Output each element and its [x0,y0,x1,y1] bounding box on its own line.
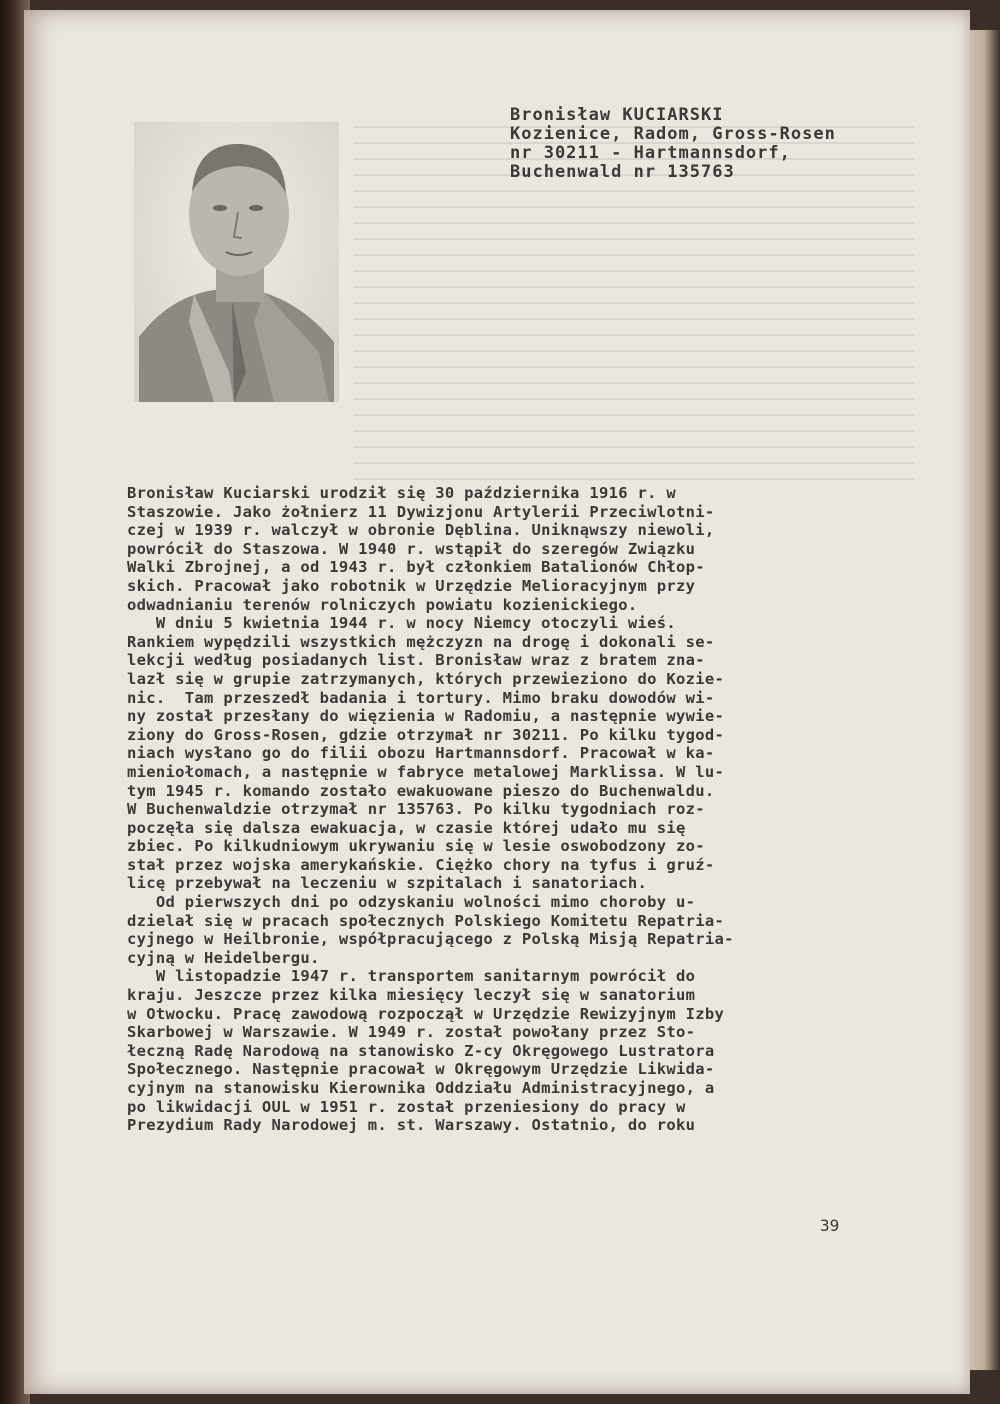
text-line: ny został przesłany do więzienia w Radomiu, a następnie wywie- [127,707,725,726]
document-page [24,10,970,1394]
text-line: poczęła się dalsza ewakuacja, w czasie której udało mu się [127,818,686,837]
text-line: w Otwocku. Pracę zawodową rozpoczął w Urzędzie Rewizyjnym Izby [127,1004,725,1023]
text-line: Społecznego. Następnie pracował w Okręgowym Urzędzie Likwida- [127,1060,715,1079]
text-line: Od pierwszych dni po odzyskaniu wolności mimo choroby u- [127,893,696,912]
header-number-1: nr 30211 - Hartmannsdorf, [510,143,791,163]
header-number-2: Buchenwald nr 135763 [510,162,735,182]
text-line: czej w 1939 r. walczył w obronie Dęblina. Uniknąwszy niewoli, [127,521,715,540]
text-line: lazł się w grupie zatrzymanych, których przewieziono do Kozie- [127,669,725,688]
text-line: Bronisław Kuciarski urodził się 30 października 1916 r. w [127,484,677,502]
text-line: cyjnym na stanowisku Kierownika Oddziału Administracyjnego, a [127,1079,715,1097]
page-number: 39 [820,1216,840,1235]
text-line: powrócił do Staszowa. W 1940 r. wstąpił do szeregów Związku [127,539,696,558]
text-line: nic. Tam przeszedł badania i tortury. Mimo braku dowodów wi- [127,688,715,707]
portrait-icon [134,122,339,402]
header-places: Kozienice, Radom, Gross-Rosen [510,124,836,144]
text-line: lekcji według posiadanych list. Bronisław wraz z bratem zna- [127,651,705,670]
text-line: cyjną w Heidelbergu. [127,948,320,967]
text-line: ziony do Gross-Rosen, gdzie otrzymał nr 30211. Po kilku tygod- [127,725,725,744]
text-line: po likwidacji OUL w 1951 r. został przeniesiony do pracy w [127,1097,686,1116]
text-line: Staszowie. Jako żołnierz 11 Dywizjonu Artylerii Przeciwlotni- [127,502,715,521]
text-line: W dniu 5 kwietnia 1944 r. w nocy Niemcy otoczyli wieś. [127,614,677,633]
text-line: łeczną Radę Narodową na stanowisko Z-cy Okręgowego Lustratora [127,1041,715,1060]
text-line: Skarbowej w Warszawie. W 1949 r. został powołany przez Sto- [127,1023,696,1042]
portrait-photo [134,122,339,402]
text-line: dzielał się w pracach społecznych Polskiego Komitetu Repatria- [127,911,725,930]
text-line: zbiec. Po kilkudniowym ukrywaniu się w lesie oswobodzony zo- [127,837,705,856]
header-name: Bronisław KUCIARSKI [510,105,724,125]
text-line: tym 1945 r. komando zostało ewakuowane pieszo do Buchenwaldu. [127,781,715,800]
text-line: W listopadzie 1947 r. transportem sanitarnym powrócił do [127,967,696,986]
text-line: skich. Pracował jako robotnik w Urzędzie Melioracyjnym przy [127,576,696,595]
biography-text [127,484,927,1135]
text-line: kraju. Jeszcze przez kilka miesięcy leczył się w sanatorium [127,986,696,1005]
text-line: licę przebywał na leczeniu w szpitalach i sanatoriach. [127,874,648,893]
text-line: Rankiem wypędzili wszystkich mężczyzn na drogę i dokonali se- [127,632,715,651]
text-line: mieniołomach, a następnie w fabryce metalowej Marklissa. W lu- [127,762,725,781]
person-header [510,106,836,182]
text-line: Prezydium Rady Narodowej m. st. Warszawy. Ostatnio, do roku [127,1116,696,1135]
text-line: stał przez wojska amerykańskie. Ciężko chory na tyfus i gruź- [127,855,715,874]
text-line: odwadnianiu terenów rolniczych powiatu kozienickiego. [127,595,638,614]
text-line: cyjnego w Heilbronie, współpracującego z Polską Misją Repatria- [127,930,734,949]
text-line: Walki Zbrojnej, a od 1943 r. był członkiem Batalionów Chłop- [127,558,705,577]
text-line: W Buchenwaldzie otrzymał nr 135763. Po kilku tygodniach roz- [127,800,705,819]
text-line: niach wysłano go do filii obozu Hartmannsdorf. Pracował w ka- [127,744,715,763]
